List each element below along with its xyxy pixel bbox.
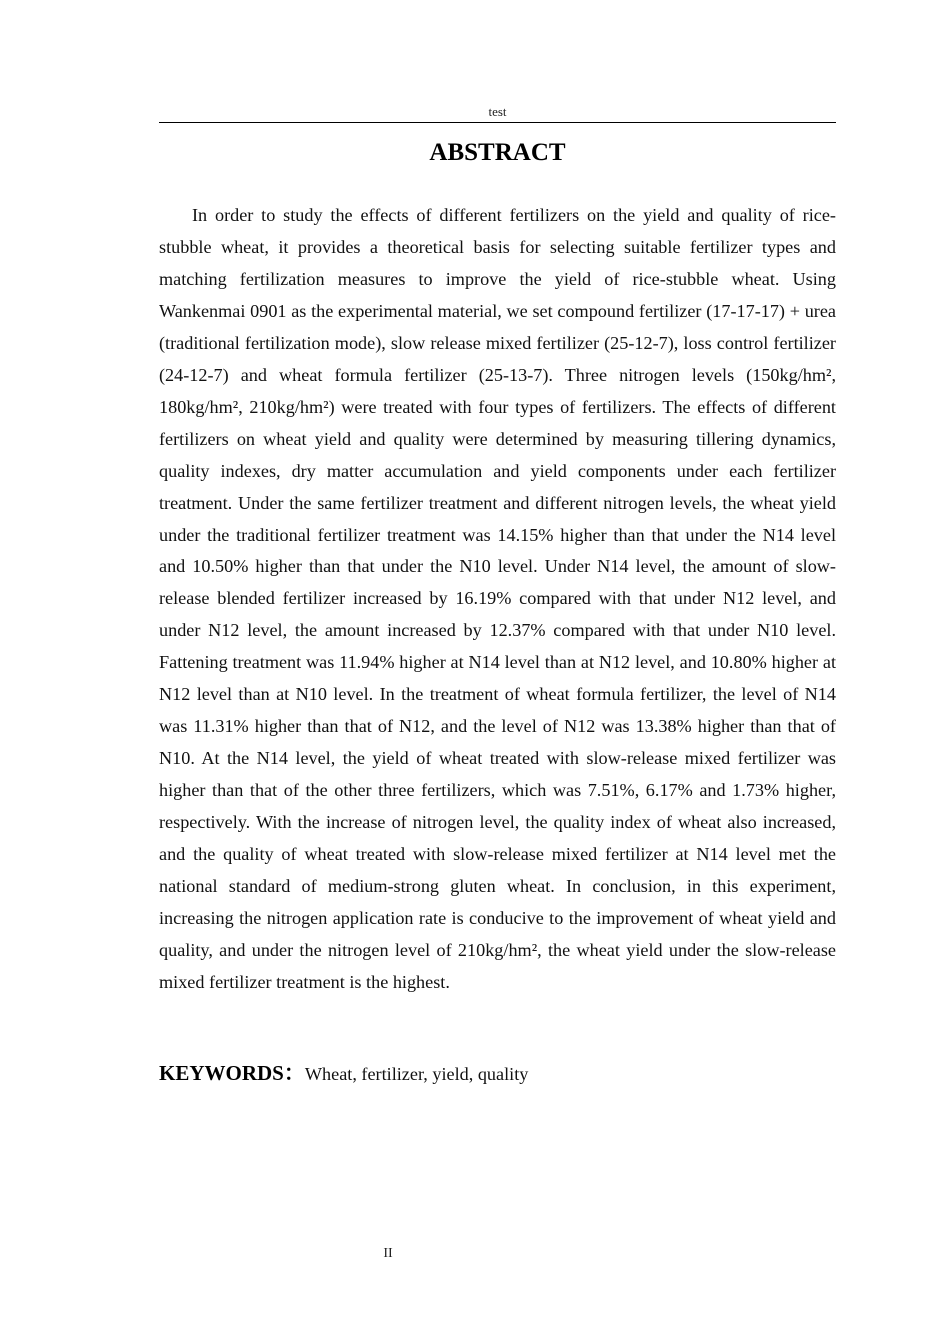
header-rule: [159, 122, 836, 123]
abstract-body: In order to study the effects of different fertilizers on the yield and quality of rice-stubble wheat, it provides a theoretical basis for selecting suitable fertilizer types and matching fertilization measures to improve the yield of rice-stubble wheat. Using Wankenmai 0901 as the experimental material, we set compound fertilizer (17-17-17) + urea (traditional fertilization mode), slow release mixed fertilizer (25-12-7), loss control fertilizer (24-12-7) and wheat formula fertilizer (25-13-7). Three nitrogen levels (150kg/hm², 180kg/hm², 210kg/hm²) were treated with four types of fertilizers. The effects of different fertilizers on wheat yield and quality were determined by measuring tillering dynamics, quality indexes, dry matter accumulation and yield components under each fertilizer treatment. Under the same fertilizer treatment and different nitrogen levels, the wheat yield under the traditional fertilizer treatment was 14.15% higher than that under the N14 level and 10.50% higher than that under the N10 level. Under N14 level, the amount of slow-release blended fertilizer increased by 16.19% compared with that under N12 level, and under N12 level, the amount increased by 12.37% compared with that under N10 level. Fattening treatment was 11.94% higher at N14 level than at N12 level, and 10.80% higher at N12 level than at N10 level. In the treatment of wheat formula fertilizer, the level of N14 was 11.31% higher than that of N12, and the level of N12 was 13.38% higher than that of N10. At the N14 level, the yield of wheat treated with slow-release mixed fertilizer was higher than that of the other three fertilizers, which was 7.51%, 6.17% and 1.73% higher, respectively. With the increase of nitrogen level, the quality index of wheat also increased, and the quality of wheat treated with slow-release mixed fertilizer at N14 level met the national standard of medium-strong gluten wheat. In conclusion, in this experiment, increasing the nitrogen application rate is conducive to the improvement of wheat yield and quality, and under the nitrogen level of 210kg/hm², the wheat yield under the slow-release mixed fertilizer treatment is the highest.: [159, 205, 836, 992]
keywords-line: [159, 1058, 836, 1091]
abstract-title: ABSTRACT: [429, 139, 566, 166]
page-number: II: [383, 1246, 393, 1261]
keywords-value: Wheat, fertilizer, yield, quality: [304, 1064, 529, 1084]
keywords-label: KEYWORDS：: [159, 1061, 305, 1085]
running-header: test: [488, 104, 507, 119]
